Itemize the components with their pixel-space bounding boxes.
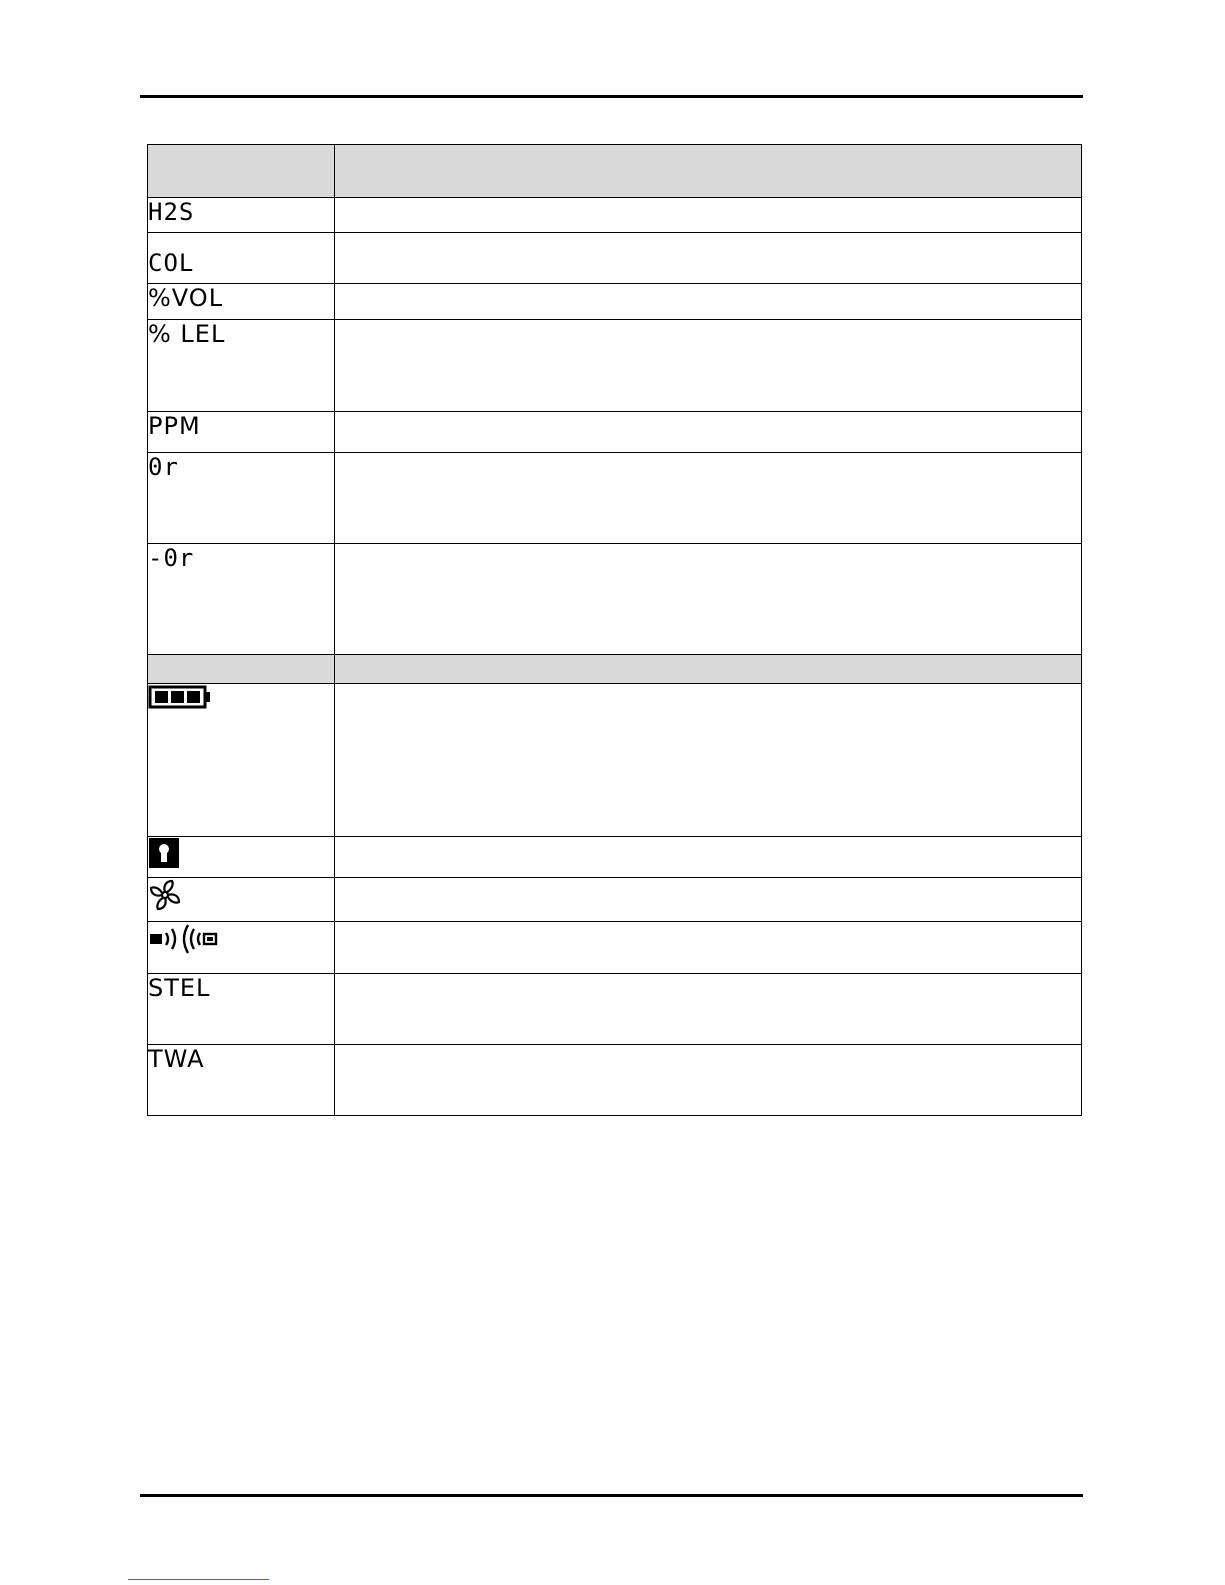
table-row [148,544,1082,655]
table-row [148,412,1082,453]
battery-full-icon [148,684,212,710]
description-cell [335,284,1082,320]
table-row [148,453,1082,544]
header-rule [140,95,1083,98]
description-cell [335,233,1082,284]
description-cell [335,453,1082,544]
header-cell-description [335,145,1082,198]
symbol-h2s: H2S [148,198,195,226]
table-row [148,684,1082,837]
table-row [148,837,1082,878]
description-cell [335,837,1082,878]
description-cell [335,544,1082,655]
symbol-table [147,144,1082,1116]
keyhole-lock-icon [148,837,180,869]
symbol-percent-lel: % LEL [148,320,226,348]
table-row [148,1045,1082,1116]
symbol-over-range: 0r [148,453,179,481]
table-row [148,233,1082,284]
table-row [148,198,1082,233]
table-row [148,284,1082,320]
description-cell [335,412,1082,453]
description-cell [335,878,1082,922]
table-row [148,320,1082,412]
description-cell [335,1045,1082,1116]
description-cell [335,922,1082,974]
footer-link-underline[interactable] [128,1579,269,1580]
header-cell-symbol [148,145,335,198]
description-cell [335,198,1082,233]
table-row [148,974,1082,1045]
symbol-twa: TWA [148,1045,205,1073]
footer-rule [140,1494,1083,1497]
symbol-stel: STEL [148,974,211,1002]
table-row [148,922,1082,974]
symbol-negative-over-range: -0r [148,544,195,572]
description-cell [335,684,1082,837]
section-header-row [148,655,1082,684]
symbol-percent-vol: %VOL [148,284,224,312]
description-cell [335,974,1082,1045]
symbol-ppm: PPM [148,412,201,440]
symbol-col: COL [148,249,195,277]
description-cell [335,320,1082,412]
wireless-signal-icon [148,922,220,956]
table-header-row [148,145,1082,198]
fan-icon [148,878,182,912]
table-row [148,878,1082,922]
